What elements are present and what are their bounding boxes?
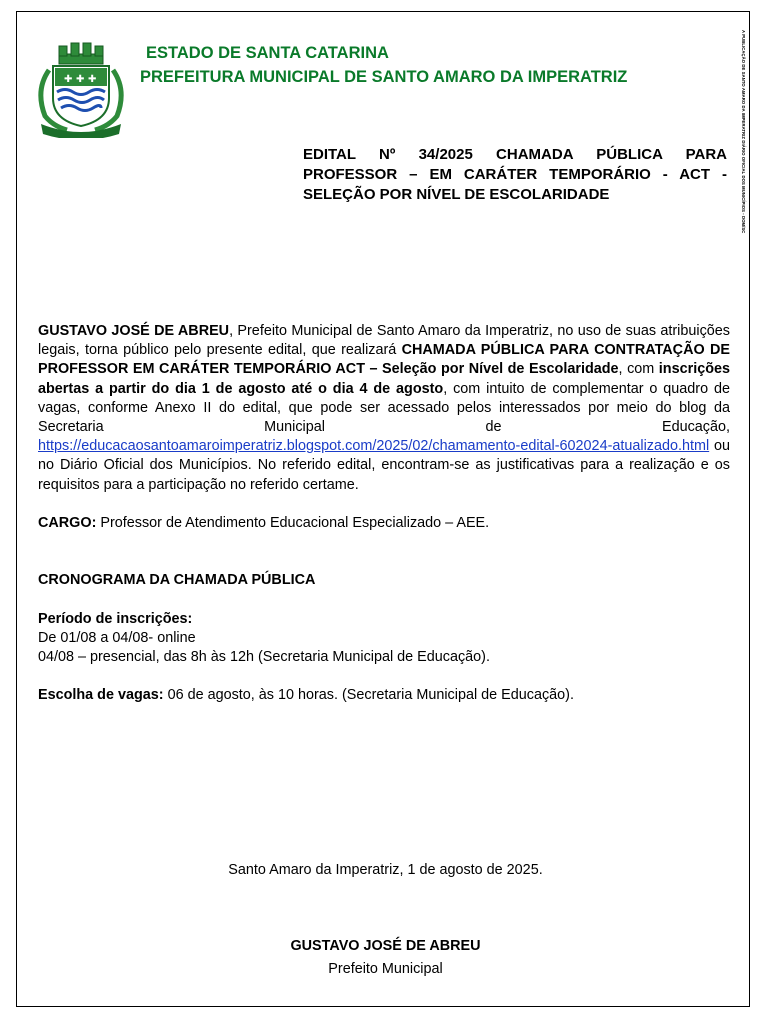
municipal-crest-icon	[31, 40, 131, 138]
cargo-value: Professor de Atendimento Educacional Especializado – AEE.	[96, 515, 490, 531]
escolha-line	[38, 686, 730, 705]
intro-paragraph: GUSTAVO JOSÉ DE ABREU, Prefeito Municipal de Santo Amaro da Imperatriz, no uso de suas atribuições legais, torna público pelo presente edital, que realizará CHAMADA PÚBLICA PARA CONTRATAÇÃO DE PROFESSOR EM CARÁTER TEMPORÁRIO ACT – Seleção por Nível de Escolaridade, com inscrições abertas a partir do dia 1 de agosto até o dia 4 de agosto, com intuito de complementar o quadro de vagas, conforme Anexo II do edital, que pode ser acessado pelos interessados por meio do blog da Secretaria Municipal de Educação, https://educacaosantoamaroimperatriz.blogspot.com/2025/02/chamamento-edital-602024-atualizado.html ou no Diário Oficial dos Municípios. No referido edital, encontram-se as justificativas para a realização e os requisitos para a participação no referido certame.	[38, 323, 731, 493]
escolha-value: 06 de agosto, às 10 horas. (Secretaria Municipal de Educação).	[163, 687, 574, 703]
cargo-label: CARGO:	[38, 515, 97, 531]
escolha-label: Escolha de vagas:	[38, 687, 164, 703]
header-state: ESTADO DE SANTA CATARINA	[146, 44, 389, 62]
header-municipality: PREFEITURA MUNICIPAL DE SANTO AMARO DA IMPERATRIZ	[140, 68, 628, 86]
svg-text:✚: ✚	[64, 74, 73, 85]
signer-name: GUSTAVO JOSÉ DE ABREU	[290, 938, 481, 954]
signer-role: Prefeito Municipal	[328, 961, 443, 977]
periodo-line-presencial: 04/08 – presencial, das 8h às 12h (Secretaria Municipal de Educação).	[38, 649, 490, 665]
periodo-label: Período de inscrições:	[38, 611, 193, 627]
side-note-text: A PUBLICAÇÃO DE SANTO AMARO DA IMPERATRIZ DIÁRIO OFICIAL DOS MUNICÍPIOS - DOM/SC	[741, 30, 746, 234]
place-date: Santo Amaro da Imperatriz, 1 de agosto de 2025.	[228, 862, 543, 878]
mayor-name: GUSTAVO JOSÉ DE ABREU	[38, 323, 230, 339]
svg-text:✚: ✚	[88, 74, 97, 85]
edital-title: EDITAL Nº 34/2025 CHAMADA PÚBLICA PARA PROFESSOR – EM CARÁTER TEMPORÁRIO - ACT - SELEÇÃO POR NÍVEL DE ESCOLARIDADE	[303, 146, 727, 203]
vertical-side-note	[737, 30, 747, 350]
periodo-line-online: De 01/08 a 04/08- online	[38, 630, 196, 646]
cronograma-heading: CRONOGRAMA DA CHAMADA PÚBLICA	[38, 572, 316, 588]
cargo-line	[38, 514, 730, 533]
svg-text:✚: ✚	[76, 74, 85, 85]
blog-link[interactable]: https://educacaosantoamaroimperatriz.blogspot.com/2025/02/chamamento-edital-602024-atualizado.html	[38, 438, 710, 455]
